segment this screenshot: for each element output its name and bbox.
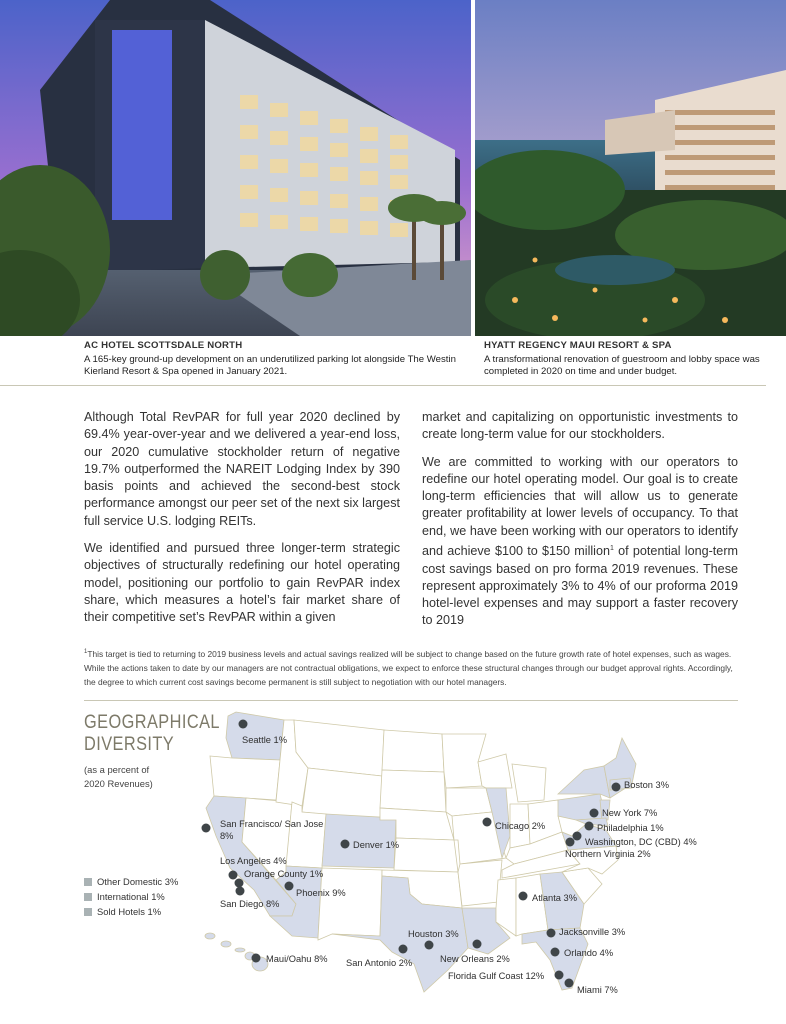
label-seattle: Seattle 1% (242, 735, 287, 745)
state-oregon (210, 756, 280, 800)
state-north-dakota (382, 730, 444, 772)
legend-swatch (84, 908, 92, 916)
state-wyoming (302, 768, 382, 820)
legend-swatch (84, 893, 92, 901)
label-northern-virginia: Northern Virginia 2% (565, 849, 651, 859)
us-markets-map (196, 708, 756, 998)
dot-orange-county (235, 879, 244, 888)
caption-ac-hotel (84, 340, 464, 379)
state-pennsylvania (558, 794, 606, 820)
section-divider (84, 700, 738, 701)
legend-label: Other Domestic 3% (97, 876, 179, 887)
geo-title-line: DIVERSITY (84, 734, 175, 755)
state-arkansas (458, 860, 502, 906)
label-denver: Denver 1% (353, 840, 400, 850)
label-san-antonio: San Antonio 2% (346, 958, 413, 968)
dot-denver (341, 840, 350, 849)
label-washington-dc: Washington, DC (CBD) 4% (585, 837, 697, 847)
dot-florida-gulf-coast (555, 971, 564, 980)
body-paragraph (422, 454, 738, 630)
label-san-diego: San Diego 8% (220, 899, 280, 909)
island-kauai (205, 933, 215, 939)
body-column-right (422, 409, 738, 640)
label-los-angeles: Los Angeles 4% (220, 856, 287, 866)
label-florida-gulf-coast: Florida Gulf Coast 12% (448, 971, 545, 981)
legend-swatch (84, 878, 92, 886)
caption-text: A transformational renovation of guestroom and lobby space was completed in 2020 on time and under budget. (484, 353, 760, 377)
body-paragraph: market and capitalizing on opportunistic investments to create long-term value for our stockholders. (422, 410, 738, 442)
dot-san-antonio (399, 945, 408, 954)
state-new-mexico (318, 868, 382, 940)
caption-hyatt-maui (484, 340, 784, 379)
label-san-francisco-pct: 8% (220, 831, 234, 841)
dot-chicago (483, 818, 492, 827)
label-chicago: Chicago 2% (495, 821, 546, 831)
footnote (84, 645, 738, 689)
dot-washington-dc (573, 832, 582, 841)
dot-san-diego (236, 887, 245, 896)
dot-maui-oahu (252, 954, 261, 963)
caption-title: AC HOTEL SCOTTSDALE NORTH (84, 340, 243, 351)
legend-item (84, 876, 178, 887)
label-orange-county: Orange County 1% (244, 869, 324, 879)
legend-label: Sold Hotels 1% (97, 906, 162, 917)
label-new-york: New York 7% (602, 808, 658, 818)
dot-new-orleans (473, 940, 482, 949)
dot-los-angeles (229, 871, 238, 880)
state-south-dakota (380, 770, 446, 812)
legend-item (84, 906, 161, 917)
footnote-marker: 1 (84, 649, 88, 655)
hawaii-islands (205, 933, 268, 971)
island-oahu (221, 941, 231, 947)
hyatt-regency-maui-photo (475, 0, 786, 336)
body-text: of potential long-term cost savings based on pro forma 2019 revenues. These represent approximately 3% to 4% of our proforma 2019 hotel-level expenses and may support a faster recovery to 2019 (422, 544, 738, 628)
state-kansas (394, 838, 458, 872)
label-boston: Boston 3% (624, 780, 669, 790)
ac-hotel-scottsdale-photo (0, 0, 471, 336)
legend-label: International 1% (97, 891, 165, 902)
geo-title-line: GEOGRAPHICAL (84, 712, 220, 733)
body-paragraph: We identified and pursued three longer-term strategic objectives of structurally redefining our hotel operating model, positioning our portfolio to gain RevPAR index share, which measures a hotel’s fair market share of their competitive set’s RevPAR within a given (84, 541, 400, 625)
dot-orlando (551, 948, 560, 957)
dot-san-francisco (202, 824, 211, 833)
dot-houston (425, 941, 434, 950)
geo-subtitle (84, 763, 153, 791)
dot-philadelphia (585, 822, 594, 831)
caption-title: HYATT REGENCY MAUI RESORT & SPA (484, 340, 672, 351)
geo-subtitle-line: 2020 Revenues) (84, 778, 153, 789)
dot-phoenix (285, 882, 294, 891)
caption-divider (0, 385, 766, 386)
body-column-left (84, 409, 400, 637)
geo-subtitle-line: (as a percent of (84, 764, 150, 775)
state-michigan (512, 764, 546, 802)
dot-northern-virginia (566, 838, 575, 847)
state-montana (294, 720, 384, 776)
state-new-york (558, 766, 610, 798)
footnote-ref: 1 (609, 545, 614, 553)
state-minnesota (442, 734, 486, 788)
label-orlando: Orlando 4% (564, 948, 614, 958)
island-molokai (235, 948, 245, 952)
label-phoenix: Phoenix 9% (296, 888, 346, 898)
footnote-text: This target is tied to returning to 2019 business levels and actual savings realized will be subject to change based on the future growth rate of hotel expenses, such as wages. While the actions taken to date by our managers are not contractual obligations, we expect to enforce these structural changes through our budget approval rights. Accordingly, the degree to which current cost savings become permanent is still subject to negotiation with our hotel managers. (84, 648, 733, 687)
body-text: We are committed to working with our operators to redefine our hotel operating model. Our goal is to create long-term efficiencies that will allow us to generate greater profitability at lower levels of occupancy. To that end, we have been working with our operators to identify and achieve $100 to $150 million (422, 454, 738, 559)
state-wisconsin (478, 754, 512, 788)
state-iowa (446, 788, 492, 816)
dot-jacksonville (547, 929, 556, 938)
dot-atlanta (519, 892, 528, 901)
body-paragraph: Although Total RevPAR for full year 2020 declined by 69.4% year-over-year and we delivered a year-end loss, our 2020 cumulative stockholder return of negative 19.7% outperformed the NAREIT Lodging Index by 390 basis points and achieved the second-best stock performance amongst our peer set of the next six largest full service U.S. lodging REITs. (84, 410, 400, 528)
label-new-orleans: New Orleans 2% (440, 954, 510, 964)
label-philadelphia: Philadelphia 1% (597, 823, 664, 833)
dot-miami (565, 979, 574, 988)
label-houston: Houston 3% (408, 929, 459, 939)
dot-boston (612, 783, 621, 792)
label-atlanta: Atlanta 3% (532, 893, 577, 903)
label-jacksonville: Jacksonville 3% (559, 927, 626, 937)
legend-item (84, 891, 165, 902)
dot-new-york (590, 809, 599, 818)
label-miami: Miami 7% (577, 985, 618, 995)
label-san-francisco: San Francisco/ San Jose (220, 819, 324, 829)
label-maui-oahu: Maui/Oahu 8% (266, 954, 328, 964)
dot-seattle (239, 720, 248, 729)
caption-text: A 165-key ground-up development on an underutilized parking lot alongside The Westin Kierland Resort & Spa opened in January 2021. (84, 353, 456, 377)
